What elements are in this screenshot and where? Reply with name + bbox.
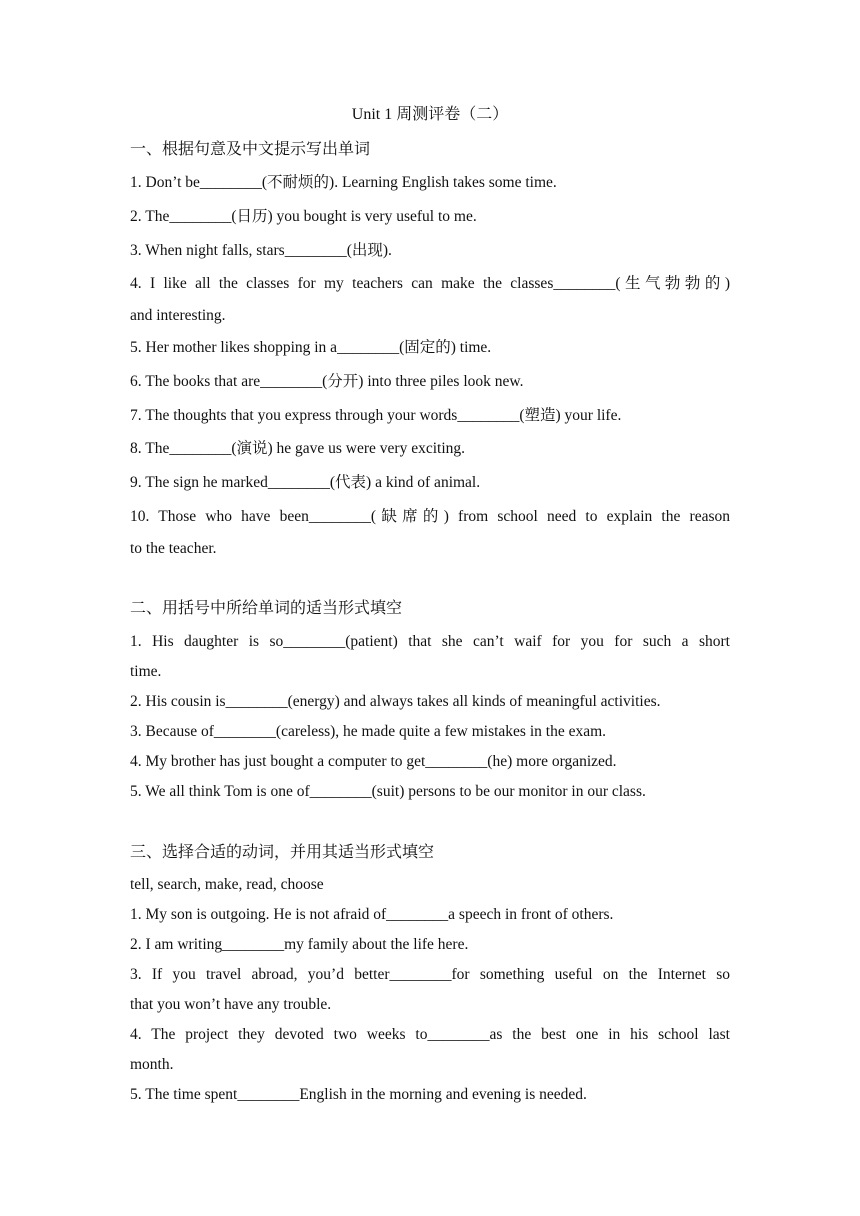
section-1-heading: 一、根据句意及中文提示写出单词 bbox=[130, 141, 371, 158]
s3-question-4-line-2: month. bbox=[130, 1056, 174, 1073]
s1-question-3: 3. When night falls, stars________(出现). bbox=[130, 242, 392, 259]
s2-question-4: 4. My brother has just bought a computer to get________(he) more organized. bbox=[130, 753, 617, 770]
s1-question-7: 7. The thoughts that you express through your words________(塑造) your life. bbox=[130, 407, 622, 424]
s2-question-1-line-2: time. bbox=[130, 663, 162, 680]
s1-question-6: 6. The books that are________(分开) into three piles look new. bbox=[130, 373, 524, 390]
s1-question-9: 9. The sign he marked________(代表) a kind of animal. bbox=[130, 474, 481, 491]
s1-question-4-line-2: and interesting. bbox=[130, 307, 226, 324]
s3-question-3-line-2: that you won’t have any trouble. bbox=[130, 996, 332, 1013]
s3-question-1: 1. My son is outgoing. He is not afraid of________a speech in front of others. bbox=[130, 906, 614, 923]
s2-question-1-line-1: 1. His daughter is so________(patient) that she can’t waif for you for such a short bbox=[130, 633, 730, 650]
section-2-heading: 二、用括号中所给单词的适当形式填空 bbox=[130, 600, 403, 617]
s1-question-4-line-1: 4. I like all the classes for my teachers can make the classes________(生气勃勃的) bbox=[130, 275, 730, 292]
word-bank: tell, search, make, read, choose bbox=[130, 876, 324, 893]
s1-question-8: 8. The________(演说) he gave us were very exciting. bbox=[130, 440, 466, 457]
s3-question-5: 5. The time spent________English in the morning and evening is needed. bbox=[130, 1086, 587, 1103]
page-title: Unit 1 周测评卷（二） bbox=[351, 106, 509, 123]
s1-question-2: 2. The________(日历) you bought is very useful to me. bbox=[130, 208, 477, 225]
s3-question-3-line-1: 3. If you travel abroad, you’d better________for something useful on the Internet so bbox=[130, 966, 730, 983]
section-3-heading: 三、选择合适的动词，并用其适当形式填空 bbox=[130, 844, 435, 861]
s2-question-5: 5. We all think Tom is one of________(suit) persons to be our monitor in our class. bbox=[130, 783, 646, 800]
s3-question-2: 2. I am writing________my family about the life here. bbox=[130, 936, 469, 953]
s3-question-4-line-1: 4. The project they devoted two weeks to________as the best one in his school last bbox=[130, 1026, 730, 1043]
s2-question-2: 2. His cousin is________(energy) and always takes all kinds of meaningful activities. bbox=[130, 693, 661, 710]
s2-question-3: 3. Because of________(careless), he made quite a few mistakes in the exam. bbox=[130, 723, 607, 740]
s1-question-10-line-1: 10. Those who have been________(缺席的) from school need to explain the reason bbox=[130, 508, 730, 525]
s1-question-10-line-2: to the teacher. bbox=[130, 540, 217, 557]
s1-question-1: 1. Don’t be________(不耐烦的). Learning English takes some time. bbox=[130, 174, 557, 191]
s1-question-5: 5. Her mother likes shopping in a________(固定的) time. bbox=[130, 339, 492, 356]
